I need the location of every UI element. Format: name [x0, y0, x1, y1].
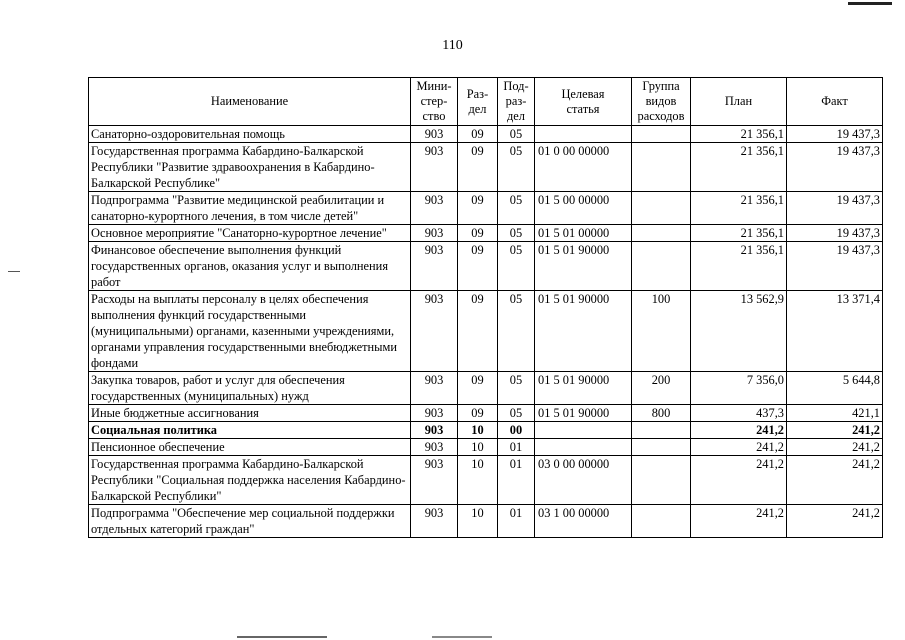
cell-podrazdel: 01	[498, 505, 535, 538]
cell-razdel: 09	[458, 143, 498, 192]
cell-plan: 21 356,1	[691, 242, 787, 291]
cell-target: 01 5 01 90000	[535, 291, 632, 372]
header-fact: Факт	[787, 78, 883, 126]
cell-group: 100	[632, 291, 691, 372]
cell-name: Расходы на выплаты персоналу в целях обеспечения выполнения функций государственными (муниципальными) органами, казенными учреждениями, органами управления государственными внебюджетными фондами	[89, 291, 411, 372]
cell-razdel: 09	[458, 225, 498, 242]
cell-target: 03 1 00 00000	[535, 505, 632, 538]
cell-plan: 241,2	[691, 456, 787, 505]
cell-podrazdel: 05	[498, 372, 535, 405]
cell-plan: 21 356,1	[691, 143, 787, 192]
cell-fact: 241,2	[787, 422, 883, 439]
cell-group: 800	[632, 405, 691, 422]
cell-target: 01 5 01 90000	[535, 372, 632, 405]
cell-group	[632, 242, 691, 291]
cell-group	[632, 505, 691, 538]
table-row	[89, 242, 883, 291]
header-podrazdel: Под- раз- дел	[498, 78, 535, 126]
cell-podrazdel: 05	[498, 225, 535, 242]
cell-plan: 21 356,1	[691, 192, 787, 225]
table-row	[89, 439, 883, 456]
cell-name: Подпрограмма "Обеспечение мер социальной поддержки отдельных категорий граждан"	[89, 505, 411, 538]
cell-ministry: 903	[411, 456, 458, 505]
cell-razdel: 10	[458, 439, 498, 456]
cell-group	[632, 422, 691, 439]
cell-fact: 19 437,3	[787, 242, 883, 291]
cell-plan: 7 356,0	[691, 372, 787, 405]
cell-target: 01 0 00 00000	[535, 143, 632, 192]
cell-target: 03 0 00 00000	[535, 456, 632, 505]
cell-podrazdel: 05	[498, 291, 535, 372]
cell-plan: 241,2	[691, 505, 787, 538]
cell-fact: 241,2	[787, 505, 883, 538]
table-row	[89, 192, 883, 225]
table-row	[89, 225, 883, 242]
cell-fact: 19 437,3	[787, 225, 883, 242]
cell-plan: 13 562,9	[691, 291, 787, 372]
cell-razdel: 10	[458, 456, 498, 505]
cell-name: Пенсионное обеспечение	[89, 439, 411, 456]
table-row	[89, 505, 883, 538]
header-group: Группа видов расходов	[632, 78, 691, 126]
page-number: 110	[442, 38, 463, 53]
cell-razdel: 10	[458, 505, 498, 538]
cell-razdel: 09	[458, 242, 498, 291]
cell-podrazdel: 01	[498, 456, 535, 505]
cell-name: Основное мероприятие "Санаторно-курортное лечение"	[89, 225, 411, 242]
table-header-row	[89, 78, 883, 126]
bottom-scan-mark	[237, 636, 327, 638]
cell-group	[632, 143, 691, 192]
cell-razdel: 10	[458, 422, 498, 439]
cell-ministry: 903	[411, 439, 458, 456]
cell-razdel: 09	[458, 405, 498, 422]
header-razdel: Раз- дел	[458, 78, 498, 126]
cell-podrazdel: 00	[498, 422, 535, 439]
cell-fact: 19 437,3	[787, 126, 883, 143]
cell-name: Финансовое обеспечение выполнения функций государственных органов, оказания услуг и выполнения работ	[89, 242, 411, 291]
cell-target: 01 5 01 90000	[535, 242, 632, 291]
cell-fact: 19 437,3	[787, 192, 883, 225]
cell-fact: 241,2	[787, 439, 883, 456]
cell-name: Санаторно-оздоровительная помощь	[89, 126, 411, 143]
cell-target	[535, 422, 632, 439]
header-name: Наименование	[89, 78, 411, 126]
cell-ministry: 903	[411, 291, 458, 372]
cell-fact: 13 371,4	[787, 291, 883, 372]
cell-target: 01 5 01 90000	[535, 405, 632, 422]
cell-ministry: 903	[411, 242, 458, 291]
cell-target	[535, 439, 632, 456]
cell-fact: 421,1	[787, 405, 883, 422]
cell-podrazdel: 05	[498, 192, 535, 225]
cell-podrazdel: 05	[498, 143, 535, 192]
header-ministry: Мини- стер- ство	[411, 78, 458, 126]
cell-name: Государственная программа Кабардино-Балкарской Республики "Социальная поддержка населения Кабардино-Балкарской Республики"	[89, 456, 411, 505]
table-row	[89, 422, 883, 439]
cell-plan: 241,2	[691, 422, 787, 439]
cell-razdel: 09	[458, 372, 498, 405]
cell-name: Социальная политика	[89, 422, 411, 439]
cell-plan: 21 356,1	[691, 225, 787, 242]
cell-name: Иные бюджетные ассигнования	[89, 405, 411, 422]
cell-target	[535, 126, 632, 143]
cell-target: 01 5 00 00000	[535, 192, 632, 225]
cell-group	[632, 439, 691, 456]
cell-plan: 437,3	[691, 405, 787, 422]
cell-ministry: 903	[411, 422, 458, 439]
header-plan: План	[691, 78, 787, 126]
cell-razdel: 09	[458, 291, 498, 372]
cell-razdel: 09	[458, 126, 498, 143]
table-row	[89, 143, 883, 192]
table-row	[89, 291, 883, 372]
cell-name: Закупка товаров, работ и услуг для обеспечения государственных (муниципальных) нужд	[89, 372, 411, 405]
cell-razdel: 09	[458, 192, 498, 225]
cell-group	[632, 225, 691, 242]
cell-group	[632, 456, 691, 505]
cell-ministry: 903	[411, 405, 458, 422]
cell-podrazdel: 05	[498, 405, 535, 422]
cell-ministry: 903	[411, 372, 458, 405]
cell-group	[632, 192, 691, 225]
margin-dash-mark	[8, 271, 20, 272]
cell-ministry: 903	[411, 505, 458, 538]
table-row	[89, 126, 883, 143]
cell-ministry: 903	[411, 126, 458, 143]
cell-name: Государственная программа Кабардино-Балкарской Республики "Развитие здравоохранения в Кабардино-Балкарской Республике"	[89, 143, 411, 192]
cell-group: 200	[632, 372, 691, 405]
cell-group	[632, 126, 691, 143]
cell-plan: 21 356,1	[691, 126, 787, 143]
header-target: Целевая статья	[535, 78, 632, 126]
cell-podrazdel: 01	[498, 439, 535, 456]
cell-fact: 19 437,3	[787, 143, 883, 192]
cell-podrazdel: 05	[498, 242, 535, 291]
budget-table	[88, 77, 883, 538]
table-body	[89, 126, 883, 538]
cell-fact: 241,2	[787, 456, 883, 505]
cell-ministry: 903	[411, 143, 458, 192]
table-row	[89, 372, 883, 405]
table-row	[89, 456, 883, 505]
corner-scan-mark	[848, 2, 892, 5]
cell-plan: 241,2	[691, 439, 787, 456]
cell-ministry: 903	[411, 192, 458, 225]
cell-name: Подпрограмма "Развитие медицинской реабилитации и санаторно-курортного лечения, в том числе детей"	[89, 192, 411, 225]
cell-ministry: 903	[411, 225, 458, 242]
table-row	[89, 405, 883, 422]
bottom-scan-mark	[432, 636, 492, 638]
cell-fact: 5 644,8	[787, 372, 883, 405]
cell-target: 01 5 01 00000	[535, 225, 632, 242]
cell-podrazdel: 05	[498, 126, 535, 143]
